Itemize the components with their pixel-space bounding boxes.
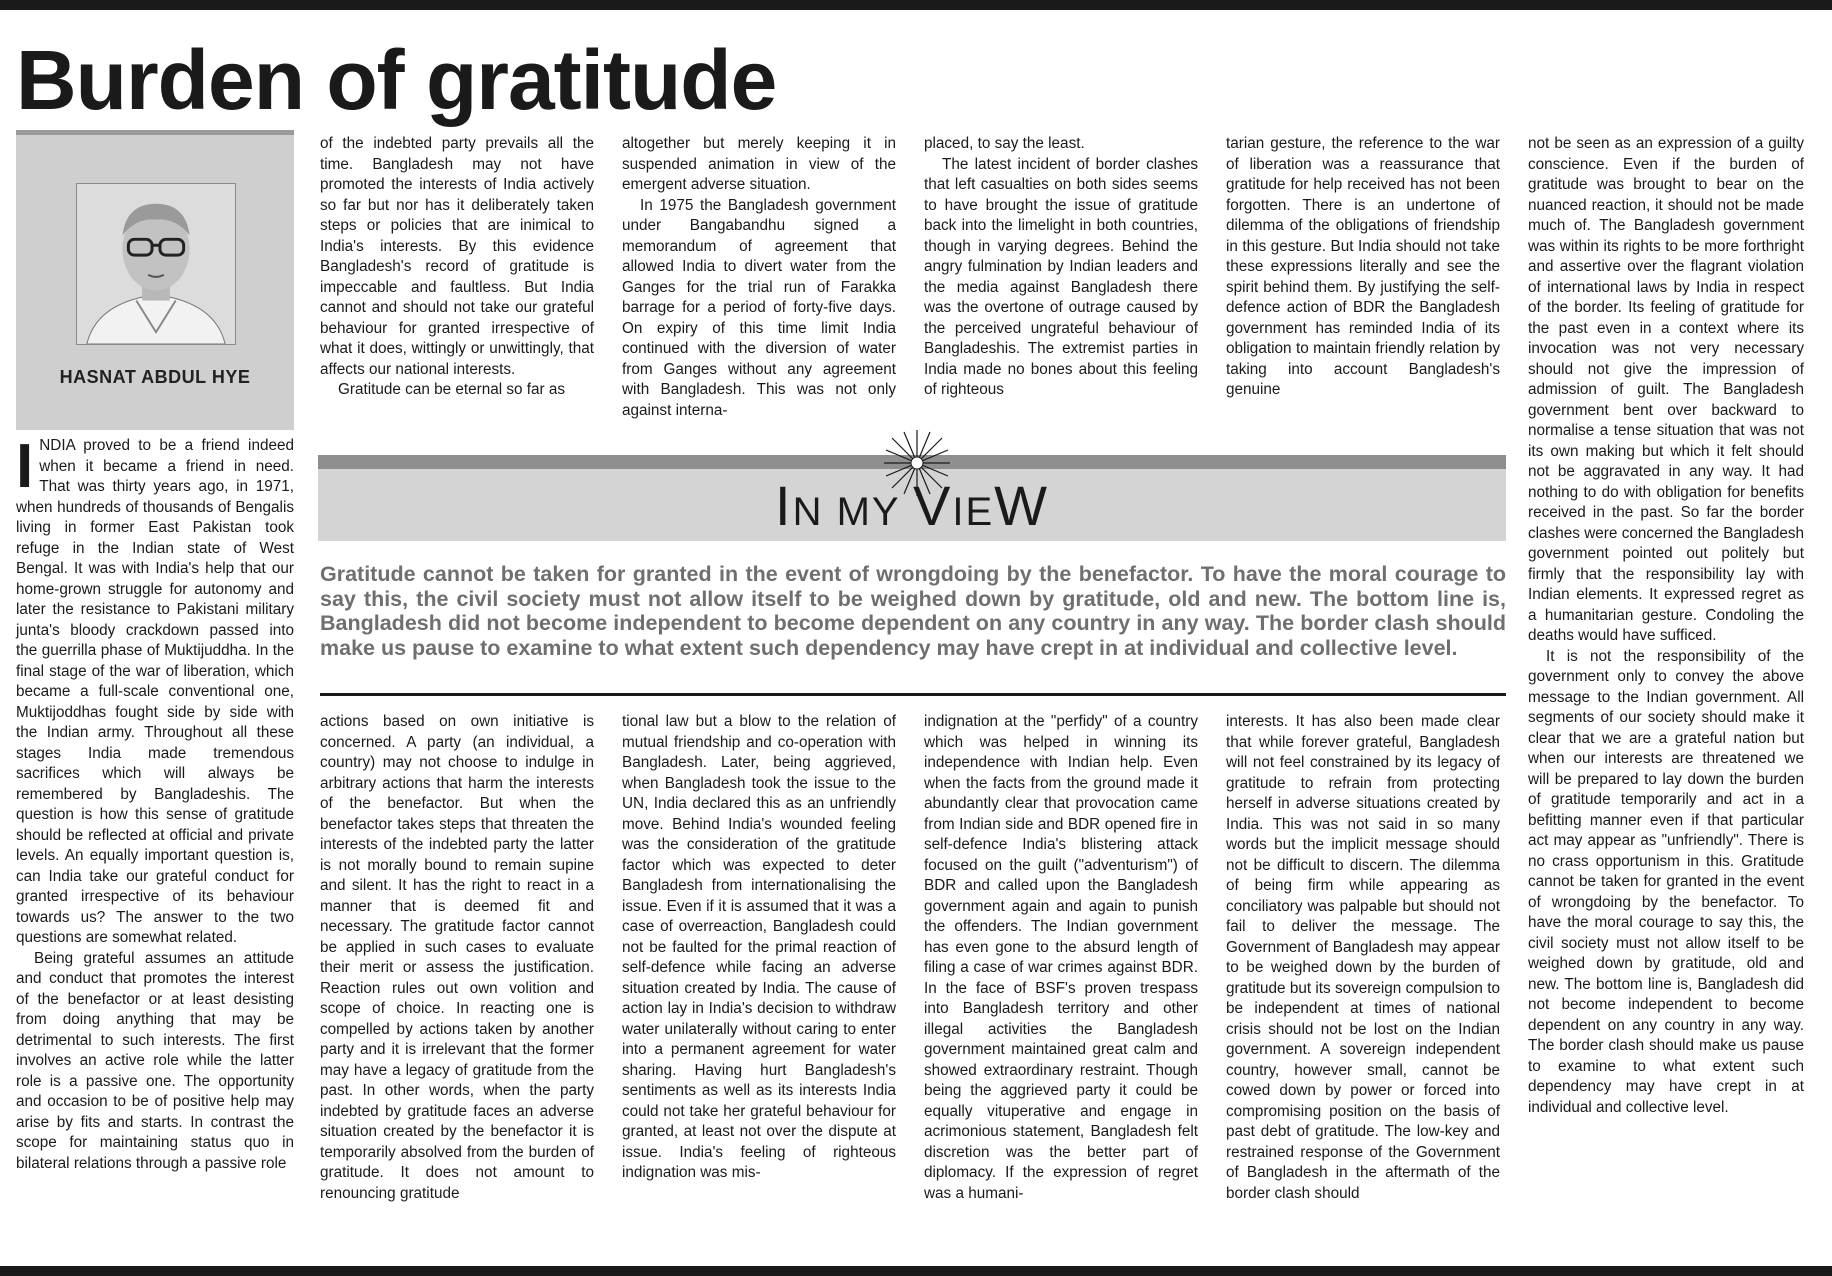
author-photo (76, 183, 236, 345)
paragraph: INDIA proved to be a friend indeed when it became a friend in need. That was thirty years ago, in 1971, when hundreds of thousands of Bengalis living in former East Pakistan took refuge in the Indian state of West Bengal. It was with India's help that our home-grown struggle for autonomy and later the resistance to Pakistani military junta's bloody crackdown passed into the guerrilla phase of Muktijuddha. In the final stage of the war of liberation, which became a full-scale conventional one, Muktijoddhas fought side by side with the Indian army. Throughout all these stages India made tremendous sacrifices which will always be remembered by Bangladeshis. The question is how this sense of gratitude should be reflected at official and private levels. An equally important question is, can India take our grateful conduct for granted irrespective of its behaviour towards us? The answer to the two questions are somewhat related. (16, 432, 294, 946)
author-name: HASNAT ABDUL HYE (59, 367, 251, 387)
paragraph: altogether but merely keeping it in suspended animation in view of the emergent adverse situation. (622, 135, 896, 193)
top-rule (0, 0, 1832, 10)
column-6 (1528, 134, 1804, 1118)
author-box (16, 130, 294, 430)
paragraph: placed, to say the least. (924, 135, 1085, 152)
starburst-icon (882, 428, 952, 498)
column-5-top (1226, 134, 1500, 401)
paragraph: indignation at the "perfidy" of a country which was helped in winning its independence with Indian help. Even when the facts from the ground made it abundantly clear that provocation came from Indian side and BDR opened fire in self-defence India's blistering attack focused on the guilt ("adventurism") of BDR and called upon the Bangladesh government again and again to punish the offenders. The Indian government has even gone to the absurd length of filing a case of war crimes against BDR. In the face of BSF's proven trespass into Bangladesh territory and other illegal activities the Bangladesh government maintained great calm and showed extraordinary restraint. Though being the aggrieved party it could be equally vituperative and engage in acrimonious statement, Bangladesh felt discretion was the better part of diplomacy. If the expression of regret was a humani- (924, 713, 1198, 1202)
column-3-top (622, 134, 896, 421)
paragraph: The latest incident of border clashes that left casualties on both sides seems to have brought the issue of gratitude back into the limelight in both countries, though in varying degrees. Behind the angry fulmination by Indian leaders and the media against Bangladesh there was the overtone of outrage caused by the perceived ungrateful behaviour of Bangladeshis. The extremist parties in India made no bones about this feeling of righteous (924, 155, 1198, 398)
title-part: IE (952, 490, 995, 534)
paragraph: actions based on own initiative is concerned. A party (an individual, a country) may not choose to indulge in arbitrary actions that harm the interests of the benefactor. But when the benefactor takes steps that threaten the interests of the indebted party the latter is not morally bound to remain supine and silent. It has the right to react in a manner that is deemed fit and necessary. The gratitude factor cannot be applied in such cases to evaluate their merit or assess the justification. Reaction rules out own volition and scope of choice. In reacting one is compelled by actions taken by another party and it is irrelevant that the former may have a legacy of gratitude from the past. In other words, when the party indebted by gratitude faces an adverse situation created by the benefactor it is temporarily absolved from the burden of gratitude. It does not amount to renouncing gratitude (320, 713, 594, 1202)
column-2-top (320, 134, 594, 401)
title-letter: V (912, 474, 953, 537)
paragraph: tarian gesture, the reference to the war of liberation was a reassurance that gratitude for help received has not been forgotten. There is an undertone of dilemma of the obligations of friendship in this gesture. But India should not take these expressions literally and see the spirit behind them. By justifying the self-defence action of BDR the Bangladesh government has reminded India of its obligation to maintain friendly relation by taking into account Bangladesh's genuine (1226, 135, 1500, 398)
headline: Burden of gratitude (16, 33, 777, 127)
paragraph: Gratitude can be eternal so far as (338, 381, 566, 398)
paragraph: In 1975 the Bangladesh government under Bangabandhu signed a memorandum of agreement that allowed India to divert water from the Ganges for the trial run of Farakka barrage for a period of forty-five days. On expiry of this time limit India continued with the diversion of water from Ganges without any agreement with Bangladesh. This was not only against interna- (622, 196, 896, 419)
paragraph: of the indebted party prevails all the time. Bangladesh may not have promoted the interests of India actively so far but nor has it deliberately taken steps or policies that are inimical to India's interests. By this evidence Bangladesh's record of gratitude is impeccable and faultless. But India cannot and should not take our grateful behaviour for granted irrespective of what it does, wittingly or unwittingly, that affects our national interests. (320, 135, 594, 378)
column-2-bottom (320, 712, 594, 1204)
title-letter: W (994, 474, 1049, 537)
title-letter: I (775, 474, 793, 537)
paragraph: Being grateful assumes an attitude and conduct that promotes the interest of the benefactor or at least desisting from doing anything that may be detrimental to such interests. The first involves an active role while the latter role is a passive one. The opportunity and occasion to be of positive help may arise by fits and starts. In contrast the scope for maintaining status quo in bilateral relations through a passive role (16, 949, 294, 1172)
paragraph: tional law but a blow to the relation of mutual friendship and co-operation with Bangladesh. Later, being aggrieved, when Bangladesh took the issue to the UN, India declared this as an unfriendly move. Behind India's wounded feeling was the consideration of the gratitude factor which was expected to deter Bangladesh from internationalising the issue. Even if it is assumed that it was a case of overreaction, Bangladesh could not be faulted for the primal reaction of self-defence while facing an adverse situation created by India. The cause of action lay in India's decision to withdraw water unilaterally without caring to enter into a permanent agreement for water sharing. Having hurt Bangladesh's sentiments as well as its interests India could not take her grateful behaviour for granted, at least not over the dispute at issue. India's feeling of righteous indignation was mis- (622, 713, 896, 1181)
column-1 (16, 432, 294, 1174)
pull-quote: Gratitude cannot be taken for granted in the event of wrongdoing by the benefactor. To have the moral courage to say this, the civil society must not allow itself to be weighed down by gratitude, old and new. The bottom line is, Bangladesh did not become independent to become dependent on any country in any way. The border clash should make us pause to examine to what extent such dependency may have crept in at individual and collective level. (320, 562, 1506, 660)
paragraph: interests. It has also been made clear that while forever grateful, Bangladesh will not feel constrained by its legacy of gratitude to refrain from protecting herself in adverse situations created by India. This was not said in so many words but the implicit message should not be difficult to discern. The dilemma of being firm while appearing as conciliatory was palpable but should not fail to deliver the message. The Government of Bangladesh may appear to be weighed down by the burden of gratitude but its sovereign compulsion to be independent at times of national crisis should not be lost on the Indian government. A sovereign independent country, however small, cannot be cowed down by power or forced into compromising position on the basis of past debt of gratitude. The low-key and restrained response of the Government of Bangladesh in the aftermath of the border clash should (1226, 713, 1500, 1202)
bottom-rule (0, 1266, 1832, 1276)
paragraph: not be seen as an expression of a guilty conscience. Even if the burden of gratitude was brought to bear on the nuanced reaction, it should not be made much of. The Bangladesh government was within its rights to be more forthright and assertive over the flagrant violation of international laws by India in respect of the border. Its feeling of gratitude for the past even in a context where its invocation was not very necessary should not give the impression of admission of guilt. The Bangladesh government bent over backward to normalise a tense situation that was not its own making but which it felt should not be aggravated in any way. It had nothing to do with obligation for benefits received in the past. So far the border clashes were concerned the Bangladesh government pointed out politely but firmly that the responsibility lay with Indian elements. It expressed regret as a humanitarian gesture. Condoling the deaths would have sufficed. (1528, 135, 1804, 644)
paragraph: It is not the responsibility of the government only to convey the above message to the Indian government. All segments of our society should make it clear that we are a grateful nation but when our interests are threatened we will be prepared to lay down the burden of gratitude temporarily and act in a befitting manner even if that particular act may appear as "unfriendly". There is no crass opportunism in this. Gratitude cannot be taken for granted in the event of wrongdoing by the benefactor. To have the moral courage to say this, the civil society must not allow itself to be weighed down by gratitude, old and new. The bottom line is, Bangladesh did not become independent to become dependent on any country in any way. The border clash should make us pause to examine to what extent such dependency may have crept in at individual and collective level. (1528, 647, 1804, 1116)
column-3-bottom (622, 712, 896, 1184)
title-part: N MY (792, 490, 913, 534)
column-4-bottom (924, 712, 1198, 1204)
column-4-top (924, 134, 1198, 401)
column-5-bottom (1226, 712, 1500, 1204)
author-portrait-icon (77, 184, 235, 344)
pull-quote-rule (320, 693, 1506, 696)
